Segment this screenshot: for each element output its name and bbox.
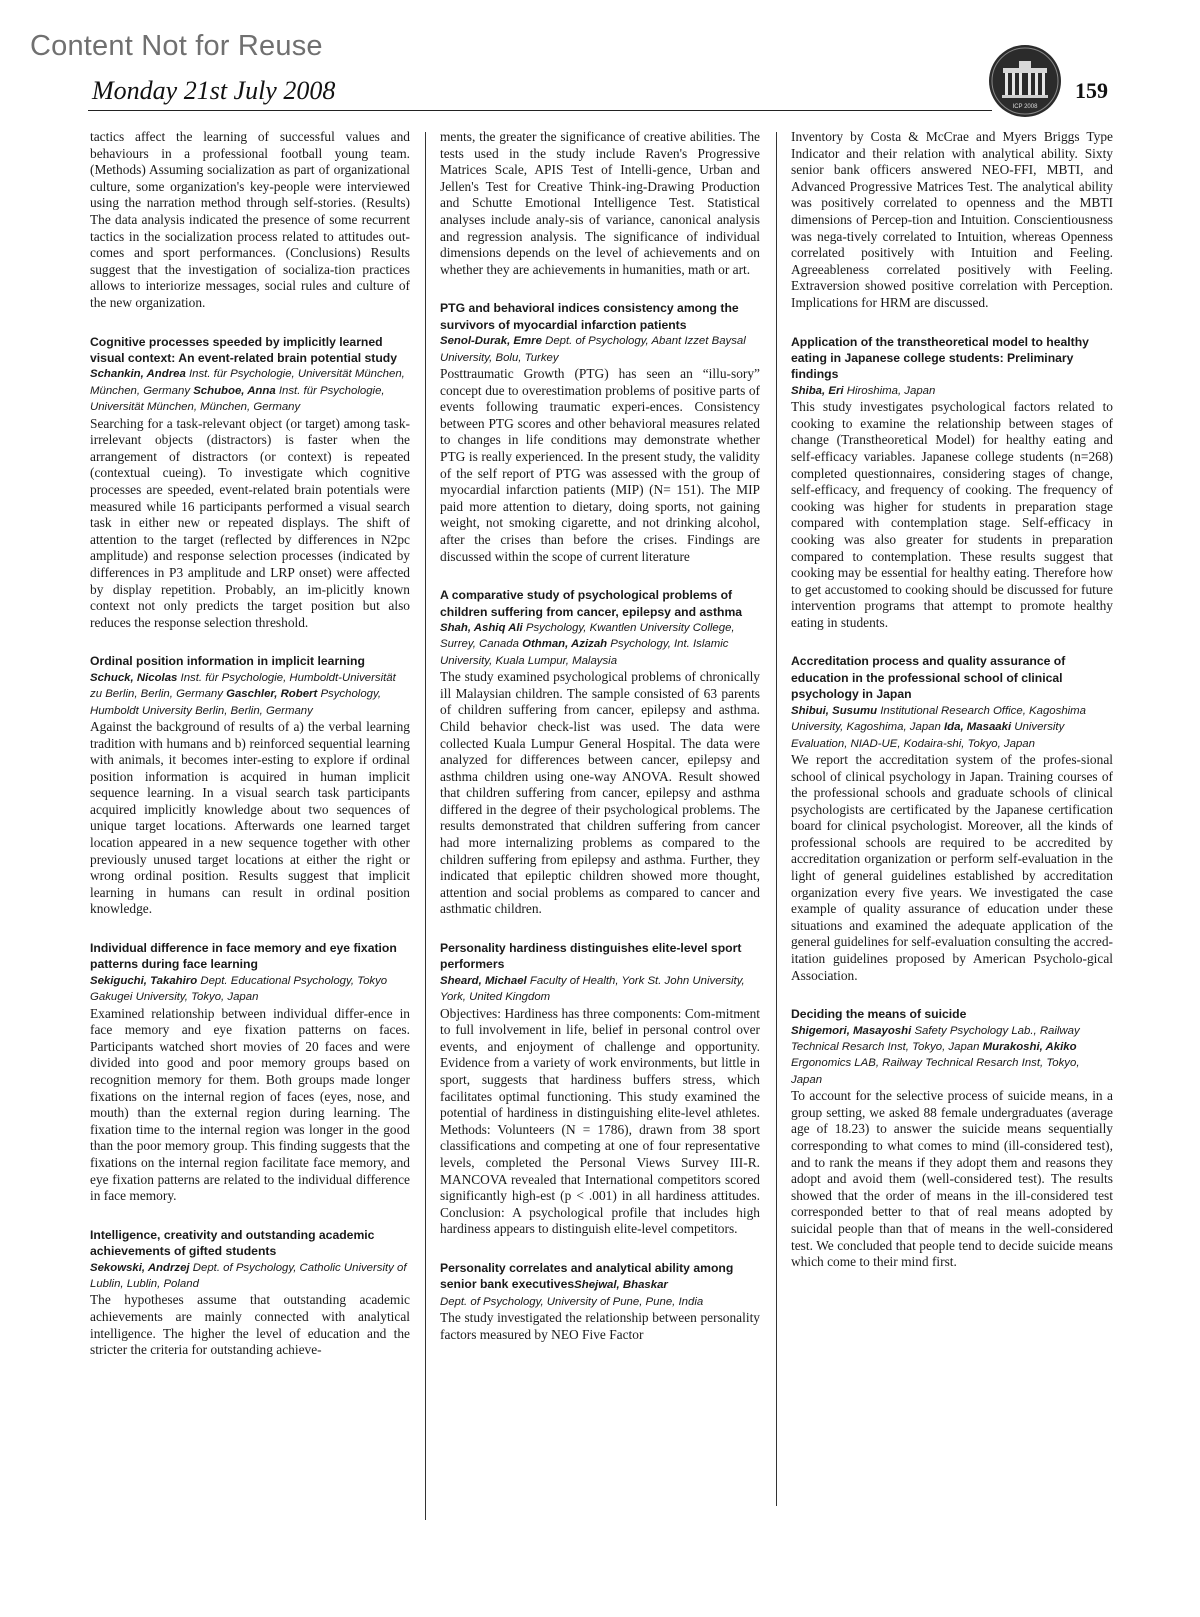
abstract-title: Cognitive processes speeded by implicitly learned visual context: An event-related brain potential study [90,334,398,365]
abstract-title: Ordinal position information in implicit learning [90,654,365,669]
logo-caption: ICP 2008 [1012,104,1038,110]
author-affiliation: Inst. für Psychologie, Universität München, München, Germany [90,384,385,414]
author-affiliation: Inst. für Psychologie, Universität München, München, Germany [90,368,405,397]
abstract-authors [440,1294,760,1310]
abstract-body: Posttraumatic Growth (PTG) has seen an “illu-sory” concept due to overestimation problems of positive parts of events following traumatic experi-ences. Consistency between PTG scores and other behavioral measures related to changes in life conditions may demonstrate whether PTG is really experienced. In the present study, the validity of the self report of PTG was assessed with the group of myocardial infarction patients (MIP) (N= 151). The MIP paid more attention to dietary, doing sports, not gaining weight, not smoking cigarette, and not drinking alcohol, after the crises than before the crises. Findings are discussed within the scope of current literature [440,365,760,564]
author-affiliation: Inst. für Psychologie, Humboldt-Universität zu Berlin, Berlin, Germany [90,671,396,701]
author-affiliation: Psychology, Humboldt University Berlin, Berlin, Germany [90,688,382,717]
author-name: Shibui, Susumu [791,704,878,717]
abstract-body: The study investigated the relationship between personality factors measured by NEO Five Factor [440,1310,760,1342]
abstract-authors [440,620,760,669]
author-affiliation: Institutional Research Office, Kagoshima University, Kagoshima, Japan [791,704,1087,734]
abstract [440,587,760,918]
continued-text: Inventory by Costa & McCrae and Myers Briggs Type Indicator and their relation with analytical ability. Sixty senior bank officers answered NEO-FFI, MBTI, and Advanced Progressive Matrices Test. The analytical ability was positively correlated to openness and the MBTI dimensions of Percep-tion and Intuition. Conscientiousness was nega-tively correlated to Intuition, whereas Openness correlated positively with Intuition and Feeling. Agreeableness correlated positively with Feeling. Extraversion showed positive correlation with Perception. Implications for HRM are discussed. [791,129,1113,310]
abstract-body: Searching for a task-relevant object (or target) among task-irrelevant objects (distractors) is faster when the arrangement of distractors (or context) is repeated (contextual cueing). To investigate which cognitive processes are speeded, event-related brain potentials were measured while 16 participants performed a visual search task in either new or repeated displays. The shift of attention to the target (reflected by differences in N2pc amplitude) and response selection processes (indicated by differences in P3 amplitude and LRP onset) were affected by display repetition. Probably, an im-plicitly known context not only predicts the target position but also reduces the response selection threshold. [90,415,410,630]
author-name: Shigemori, Masayoshi [791,1024,912,1037]
author-name: Sekowski, Andrzej [90,1261,190,1274]
running-header-date: Monday 21st July 2008 [92,76,336,105]
author-affiliation: University Evaluation, NIAD-UE, Kodaira-shi, Tokyo, Japan [791,721,1065,750]
author-affiliation: Psychology, Kwantlen University College, Surrey, Canada [440,621,735,651]
column-2 [440,129,760,1343]
abstract-authors [90,1260,410,1293]
abstract-title: Deciding the means of suicide [791,1007,967,1022]
abstract-authors [90,973,410,1006]
abstract-authors [90,670,410,719]
page-number: 159 [1075,78,1108,103]
column-divider-1 [425,132,426,1520]
author-name: Gaschler, Robert [226,688,318,701]
abstract-title: Personality hardiness distinguishes elite-level sport performers [440,941,742,972]
abstract-body: Examined relationship between individual differ-ence in face memory and eye fixation patterns on faces. Participants watched short movies of 20 faces and were divided into good and poor memory groups based on recognition memory for them. Both groups made longer fixations on the internal region of faces (eyes, nose, and mouth) than the external region during learning. The fixation time to the internal region was longer in the good than the poor memory group. This finding suggests that the fixations on the internal region facilitate face memory, and eye fixation patterns are related to the individual difference in face memory. [90,1005,410,1204]
abstract-body: We report the accreditation system of the profes-sional school of clinical psychology in Japan. Training courses of the professional schools and graduate schools of clinical psychologists are certificated by the Japanese certification board for clinical psychologist. Moreover, all the kinds of professional schools are required to be accredited by accreditation organization or perform self-evaluation in the light of general guidelines established by accreditation organization every five years. We investigated the case example of quality assurance of education under these situations and examined the adequate application of the general guidelines for self-evaluation consulting the accred-itation guidelines proposed by American Psycholo-gical Association. [791,751,1113,983]
abstract [791,1006,1113,1271]
continued-text: tactics affect the learning of successful values and behaviours in a professional football young team. (Methods) Assuming socialization as part of organizational culture, some organization's key-people were interviewed using the narration method through self-stories. (Results) The data analysis indicated the presence of some recurrent tactics in the socialization process related to attitudes out-comes and sport performances. (Conclusions) Results suggest that the investigation of socializa-tion practices allows to interiorize messages, social rules and culture of the new organization. [90,129,410,310]
abstract-title: Application of the transtheoretical model to healthy eating in Japanese college students: Preliminary findings [791,334,1089,382]
abstract-authors [791,383,1113,399]
abstract-body: The study examined psychological problems of chronically ill Malaysian children. The sample consisted of 63 parents of children suffering from cancer, epilepsy and asthma. Child behavior check-list was used. The data were collected Kuala Lumpur General Hospital. The data were analyzed for differences between cancer, epilepsy and asthma children using one-way ANOVA. Result showed that children suffering from cancer, epilepsy and asthma differed in the degree of their psychological problems. The results demonstrated that children suffering from cancer had more internalizing problems as compared to the children suffering from epilepsy and asthma. Further, they indicated that epileptic children showed more thought, attention and social problems as compared to cancer and asthmatic children. [440,669,760,917]
header-rule [88,110,992,111]
abstract [90,940,410,1205]
author-affiliation: Hiroshima, Japan [843,384,936,397]
brandenburg-gate-logo [988,44,1062,118]
abstract [791,334,1113,632]
author-affiliation: Dept. of Psychology, Catholic University of Lublin, Lublin, Poland [90,1261,407,1290]
abstract-title: Accreditation process and quality assurance of education in the professional school of clinical psychology in Japan [791,654,1066,702]
author-name: Ida, Masaaki [944,721,1012,734]
author-name: Schuboe, Anna [193,384,276,397]
abstract-body: The hypotheses assume that outstanding academic achievements are mainly connected with analytical intelligence. The higher the level of education and the stricter the criteria for outstanding achieve- [90,1292,410,1358]
author-affiliation: Dept. of Psychology, Abant Izzet Baysal University, Bolu, Turkey [440,335,746,364]
author-affiliation: Dept. Educational Psychology, Tokyo Gakugei University, Tokyo, Japan [90,974,388,1004]
abstract-authors [791,703,1113,752]
author-name: Murakoshi, Akiko [982,1041,1077,1054]
abstract [90,334,410,632]
author-name: Othman, Azizah [522,638,608,651]
abstract [440,940,760,1238]
author-affiliation: Psychology, Int. Islamic University, Kuala Lumpur, Malaysia [440,638,729,667]
author-name: Shiba, Eri [791,384,844,397]
abstract-title [440,1260,760,1294]
column-divider-2 [776,132,777,1506]
abstract-authors [90,366,410,415]
author-name: Sheard, Michael [440,974,527,987]
abstract-title: Individual difference in face memory and eye fixation patterns during face learning [90,941,397,972]
abstract-body: Objectives: Hardiness has three components: Com-mitment to full involvement in life, belief in personal control over events, and enjoyment of challenge and opportunity. Evidence from a variety of work environments, but little in sport, suggests that hardiness buffers stress, which facilitates optimal functioning. This study examined the potential of hardiness in distinguishing elite-level athletes. Methods: Volunteers (N = 1786), drawn from 38 sport classifications and competing at one of four representative levels, completed the Personal Views Survey III-R. MANCOVA revealed that International competitors scored significantly high-est (p < .001) in all hardiness attitudes. Conclusion: A psychological profile that includes high hardiness appears to distinguish elite-level competitors. [440,1005,760,1237]
author-name: Schuck, Nicolas [90,671,178,684]
column-3 [791,129,1113,1271]
abstract-body: Against the background of results of a) the verbal learning tradition with humans and b) reinforced sequential learning with animals, it becomes inter-esting to explore if ordinal position information is acquired in human implicit sequence learning. In a visual search task participants acquired implicitly knowledge about two sequences of unique target locations. Afterwards one learned target location appeared in a new sequence together with other previously unused target locations at either the right or wrong ordinal position. Results suggest that implicit learning in humans can result in ordinal position knowledge. [90,718,410,917]
author-name: Shejwal, Bhaskar [574,1279,668,1292]
author-name: Schankin, Andrea [90,368,186,381]
abstract [90,1227,410,1359]
abstract-authors [791,1023,1113,1089]
abstract [791,653,1113,984]
column-1 [90,129,410,1359]
abstract [440,1260,760,1343]
author-name: Shah, Ashiq Ali [440,621,523,634]
abstract-title: PTG and behavioral indices consistency among the survivors of myocardial infarction patients [440,301,739,332]
watermark: Content Not for Reuse [30,30,323,62]
abstract [440,300,760,565]
abstract-authors [440,973,760,1006]
continued-text: ments, the greater the significance of creative abilities. The tests used in the study include Raven's Progressive Matrices Scale, APIS Test of Intelli-gence, Urban and Jellen's Test for Creative Think-ing-Drawing Production and Schutte Emotional Intelligence Test. Statistical analyses include analy-sis of variance, canonical analysis and regression analysis. The significance of individual dimensions depends on the level of achievements and on whether they are achievements in humanities, math or art. [440,129,760,277]
abstract [90,653,410,918]
abstract-title: A comparative study of psychological problems of children suffering from cancer, epilepsy and asthma [440,588,743,619]
abstract-title: Intelligence, creativity and outstanding academic achievements of gifted students [90,1227,375,1259]
author-affiliation: Ergonomics LAB, Railway Technical Resarch Inst, Tokyo, Japan [791,1057,1080,1086]
author-affiliation: Faculty of Health, York St. John University, York, United Kingdom [440,974,745,1004]
abstract-body: This study investigates psychological factors related to cooking to examine the relationship between stages of change (Transtheoretical Model) for healthy eating and self-efficacy variables. Japanese college students (n=268) completed questionnaires, considering stages of change, self-efficacy, and frequency of cooking. The frequency of cooking was higher for students in preparation stage compared with contemplation stage. Self-efficacy in cooking was also greater for students in preparation compared to contemplation. These results suggest that cooking may be essential for healthy eating. Therefore how to get accustomed to cooking should be discussed for future intervention programs that attempt to promote healthy eating in students. [791,399,1113,630]
author-affiliation: Safety Psychology Lab., Railway Technical Resarch Inst, Tokyo, Japan [791,1024,1080,1054]
author-name: Sekiguchi, Takahiro [90,974,198,987]
author-affiliation: Dept. of Psychology, University of Pune, Pune, India [440,1295,704,1308]
abstract-title-text: Personality correlates and analytical ability among senior bank executives [440,1260,734,1292]
author-name: Senol-Durak, Emre [440,335,542,348]
abstract-authors [440,333,760,366]
abstract-body: To account for the selective process of suicide means, in a group setting, we asked 88 female undergraduates (average age of 18.23) to answer the suicide means sequentially corresponding to what comes to mind (ill-considered test), and to rank the means if they adopt them and reasons they adopt and avoid them (well-considered test). The results showed that the order of means in the ill-considered test corresponded better to that of real means adopted by suicidal people than that of means in the well-considered test. We concluded that people tend to decide suicide means which come to their mind first. [791,1088,1113,1270]
